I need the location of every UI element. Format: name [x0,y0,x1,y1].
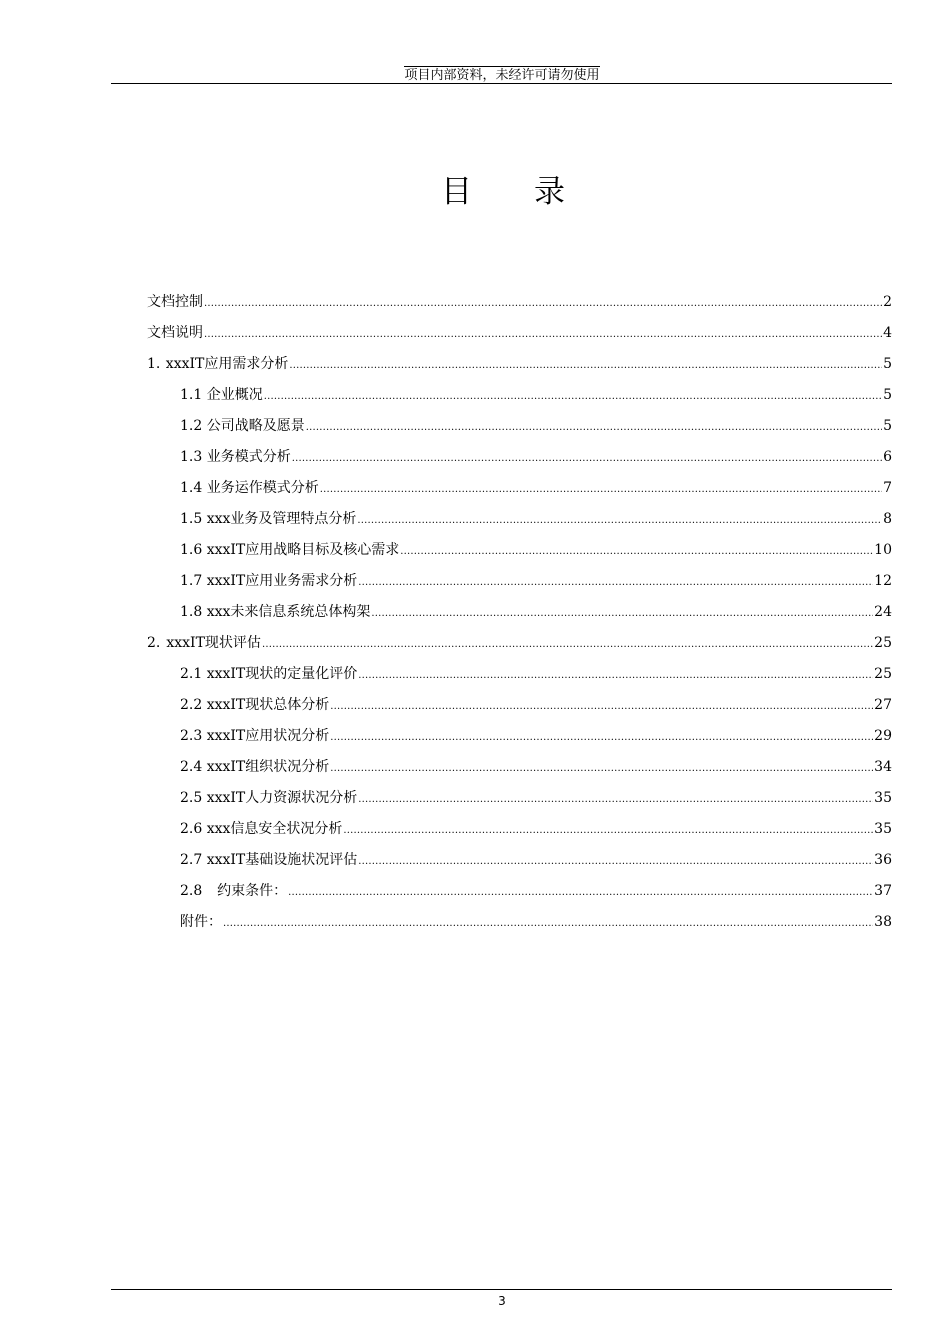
toc-entry-page: 7 [883,480,892,496]
toc-entry-label: 1.7 xxxIT应用业务需求分析 [180,573,358,589]
toc-entry-label: 1.2 公司战略及愿景 [180,418,305,434]
toc-entry-2-8[interactable] [180,880,892,902]
toc-entry-page: 2 [883,294,892,310]
toc-entry-2-3[interactable] [180,725,892,747]
toc-entry-page: 5 [883,418,892,434]
toc-entry-2-4[interactable] [180,756,892,778]
toc-entry-label: 1.3 业务模式分析 [180,449,291,465]
toc-entry-page: 35 [874,790,892,806]
toc-leader-dots [204,293,882,315]
toc-entry-label: xxxIT应用需求分析 [165,356,289,372]
toc-leader-dots [204,324,882,346]
toc-leader-dots [330,727,873,749]
toc-leader-dots [288,882,873,904]
toc-entry-document-description[interactable] [147,322,892,344]
toc-entry-1-7[interactable] [180,570,892,592]
toc-entry-page: 6 [883,449,892,465]
toc-title-char-2: 录 [534,174,565,210]
toc-entry-page: 38 [874,914,892,930]
toc-leader-dots [358,789,873,811]
toc-entry-1-4[interactable] [180,477,892,499]
toc-entry-2-2[interactable] [180,694,892,716]
toc-entry-2-5[interactable] [180,787,892,809]
toc-entry-page: 34 [874,759,892,775]
toc-leader-dots [330,696,873,718]
toc-entry-label: 2.3 xxxIT应用状况分析 [180,728,330,744]
toc-leader-dots [289,355,882,377]
toc-entry-2-7[interactable] [180,849,892,871]
toc-entry-label: 2.4 xxxIT组织状况分析 [180,759,330,775]
toc-entry-number: 2. [147,635,161,651]
toc-entry-1-2[interactable] [180,415,892,437]
toc-entry-page: 10 [874,542,892,558]
toc-entry-label: 2.1 xxxIT现状的定量化评价 [180,666,358,682]
toc-entry-label: 1.4 业务运作模式分析 [180,480,319,496]
toc-entry-1-3[interactable] [180,446,892,468]
toc-leader-dots [330,758,873,780]
toc-title [0,170,950,214]
toc-entry-page: 29 [874,728,892,744]
toc-entry-appendix[interactable] [180,911,892,933]
toc-entry-page: 8 [883,511,892,527]
toc-entry-1-6[interactable] [180,539,892,561]
toc-entry-page: 37 [874,883,892,899]
toc-entry-page: 4 [883,325,892,341]
toc-entry-page: 25 [874,666,892,682]
toc-leader-dots [343,820,873,842]
toc-entry-label: 文档说明 [147,325,203,341]
toc-entry-page: 5 [883,356,892,372]
toc-entry-1-1[interactable] [180,384,892,406]
toc-entry-page: 36 [874,852,892,868]
toc-entry-number: 2.8 [180,883,203,899]
toc-entry-label: 文档控制 [147,294,203,310]
header-rule [111,83,892,84]
toc-leader-dots [262,634,873,656]
toc-entry-label: 约束条件： [217,883,288,899]
footer-page-number: 3 [498,1294,506,1308]
toc-entry-label: 1.5 xxx业务及管理特点分析 [180,511,357,527]
toc-entry-page: 24 [874,604,892,620]
toc-entry-label: 2.2 xxxIT现状总体分析 [180,697,330,713]
toc-entry-label: 2.6 xxx信息安全状况分析 [180,821,343,837]
toc-leader-dots [358,665,873,687]
toc-leader-dots [320,479,882,501]
toc-entry-label: 1.1 企业概况 [180,387,263,403]
toc-entry-section-1[interactable] [147,353,892,375]
toc-leader-dots [357,510,882,532]
toc-entry-page: 35 [874,821,892,837]
toc-entry-label: 附件： [180,914,222,930]
toc-leader-dots [223,913,873,935]
toc-entry-page: 5 [883,387,892,403]
toc-leader-dots [400,541,873,563]
toc-entry-label: 1.8 xxx未来信息系统总体构架 [180,604,371,620]
header-text: 项目内部资料，未经许可请勿使用 [404,68,600,83]
footer-rule [111,1289,892,1290]
toc-leader-dots [371,603,873,625]
toc-entry-page: 27 [874,697,892,713]
toc-entry-page: 12 [874,573,892,589]
toc-entry-1-5[interactable] [180,508,892,530]
toc-entry-1-8[interactable] [180,601,892,623]
toc-entry-label: 2.7 xxxIT基础设施状况评估 [180,852,358,868]
toc-entry-label: xxxIT现状评估 [166,635,261,651]
toc-entry-document-control[interactable] [147,291,892,313]
toc-leader-dots [264,386,882,408]
toc-entry-label: 2.5 xxxIT人力资源状况分析 [180,790,358,806]
toc-entry-label: 1.6 xxxIT应用战略目标及核心需求 [180,542,400,558]
toc-entry-section-2[interactable] [147,632,892,654]
page-header [0,66,950,84]
toc-leader-dots [292,448,882,470]
toc-leader-dots [358,851,873,873]
toc-title-char-1: 目 [441,174,472,210]
toc-entry-number: 1. [147,356,161,372]
toc-entry-page: 25 [874,635,892,651]
toc-entry-2-6[interactable] [180,818,892,840]
toc-leader-dots [358,572,873,594]
toc-leader-dots [306,417,882,439]
toc-entry-2-1[interactable] [180,663,892,685]
